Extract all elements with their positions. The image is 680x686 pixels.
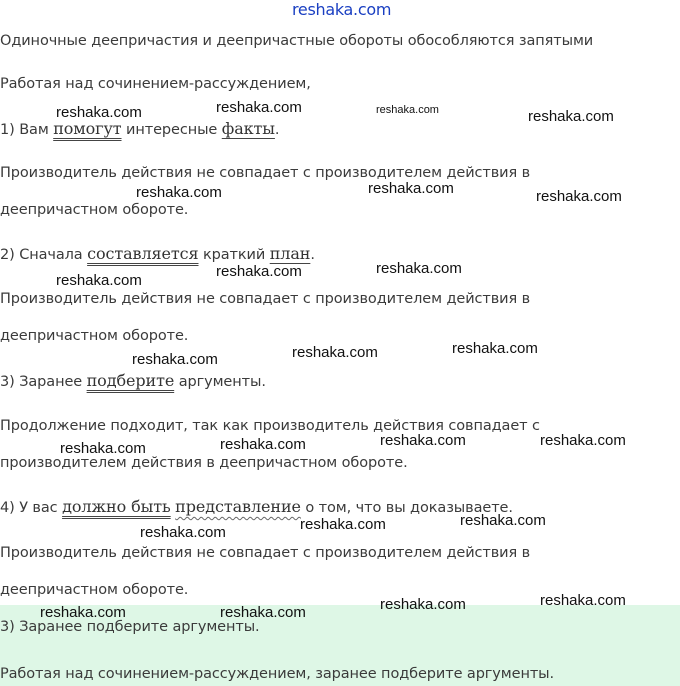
subject-word: представление xyxy=(175,497,301,516)
watermark: reshaka.com xyxy=(56,104,142,121)
subject-word: план xyxy=(269,244,311,263)
watermark: reshaka.com xyxy=(292,344,378,361)
explanation-3-line-1: Продолжение подходит, так как производитель действия совпадает с xyxy=(0,418,540,434)
watermark: reshaka.com xyxy=(216,263,302,280)
task-intro: Работая над сочинением-рассуждением, xyxy=(0,76,311,92)
watermark: reshaka.com xyxy=(460,512,546,529)
explanation-3-line-2: производителем действия в деепричастном обороте. xyxy=(0,455,408,471)
watermark: reshaka.com xyxy=(540,432,626,449)
answer-line-1: 3) Заранее подберите аргументы. xyxy=(0,619,260,635)
predicate-word: составляется xyxy=(87,244,199,263)
explanation-4-line-1: Производитель действия не совпадает с производителем действия в xyxy=(0,545,531,561)
watermark: reshaka.com xyxy=(220,436,306,453)
watermark: reshaka.com xyxy=(528,108,614,125)
task-title: Одиночные деепричастия и деепричастные обороты обособляются запятыми xyxy=(0,33,594,49)
watermark: reshaka.com xyxy=(376,260,462,277)
watermark: reshaka.com xyxy=(140,524,226,541)
predicate-word: должно быть xyxy=(62,497,171,516)
watermark: reshaka.com xyxy=(380,596,466,613)
explanation-2-line-2: деепричастном обороте. xyxy=(0,328,189,344)
sentence-4: 4) У вас должно быть представление о том, что вы доказываете. xyxy=(0,497,513,516)
watermark: reshaka.com xyxy=(220,604,306,621)
sentence-2: 2) Сначала составляется краткий план. xyxy=(0,244,315,263)
predicate-word: подберите xyxy=(86,371,175,390)
subject-word: факты xyxy=(221,119,275,138)
explanation-2-line-1: Производитель действия не совпадает с производителем действия в xyxy=(0,291,531,307)
explanation-1-line-1: Производитель действия не совпадает с производителем действия в xyxy=(0,165,531,181)
watermark: reshaka.com xyxy=(60,440,146,457)
watermark: reshaka.com xyxy=(540,592,626,609)
watermark: reshaka.com xyxy=(536,188,622,205)
explanation-4-line-2: деепричастном обороте. xyxy=(0,582,189,598)
watermark: reshaka.com xyxy=(136,184,222,201)
site-logo[interactable]: reshaka.com xyxy=(292,0,392,19)
watermark: reshaka.com xyxy=(368,180,454,197)
watermark: reshaka.com xyxy=(216,99,302,116)
answer-line-2: Работая над сочинением-рассуждением, заранее подберите аргументы. xyxy=(0,666,555,682)
watermark: reshaka.com xyxy=(56,272,142,289)
watermark: reshaka.com xyxy=(40,604,126,621)
predicate-word: помогут xyxy=(53,119,122,138)
watermark: reshaka.com xyxy=(452,340,538,357)
explanation-1-line-2: деепричастном обороте. xyxy=(0,202,189,218)
watermark: reshaka.com xyxy=(380,432,466,449)
watermark: reshaka.com xyxy=(376,104,439,116)
watermark: reshaka.com xyxy=(132,351,218,368)
sentence-1: 1) Вам помогут интересные факты. xyxy=(0,119,280,138)
sentence-3: 3) Заранее подберите аргументы. xyxy=(0,371,266,390)
watermark: reshaka.com xyxy=(300,516,386,533)
